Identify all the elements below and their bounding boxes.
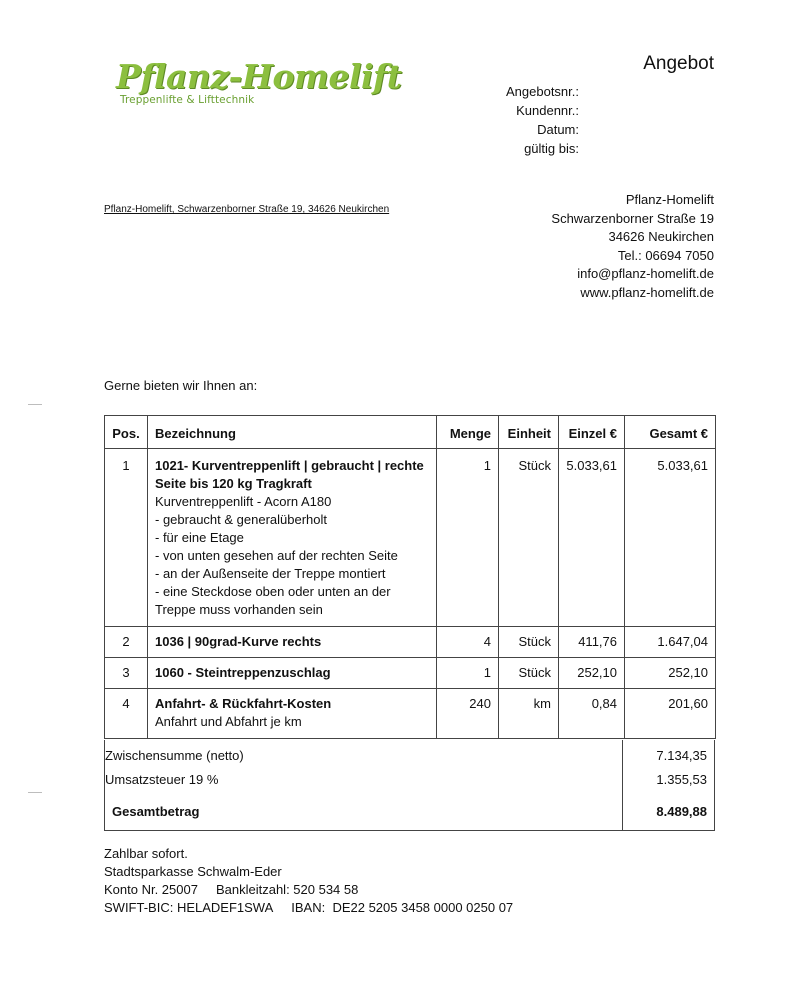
row-total: 5.033,61 [625,449,716,627]
offer-items-table [104,415,716,739]
header-unit: Einheit [499,416,559,449]
bank-swift-line [104,899,513,917]
row-unit: km [499,689,559,739]
tax-label: Umsatzsteuer 19 % [105,772,219,787]
header-unit-price: Einzel € [559,416,625,449]
company-address-block [551,191,714,302]
payment-terms: Zahlbar sofort. [104,846,188,861]
row-description [148,658,437,689]
grand-total-label: Gesamtbetrag [112,804,200,819]
company-phone: Tel.: 06694 7050 [617,247,714,263]
row-quantity: 240 [437,689,499,739]
row-description [148,449,437,627]
row-total: 201,60 [625,689,716,739]
row-title: 1036 | 90grad-Kurve rechts [155,634,322,649]
company-website[interactable]: www.pflanz-homelift.de [580,284,714,300]
company-name: Pflanz-Homelift [625,192,714,207]
offer-number-label: Angebotsnr.: [506,84,579,99]
intro-text: Gerne bieten wir Ihnen an: [104,378,258,393]
row-title: 1060 - Steintreppenzuschlag [155,665,331,680]
bank-code: Bankleitzahl: 520 534 58 [215,882,359,897]
row-title: 1021- Kurventreppenlift | gebraucht | rechte Seite bis 120 kg Tragkraft [155,458,424,491]
row-unit: Stück [499,658,559,689]
company-street: Schwarzenborner Straße 19 [551,210,714,226]
tax-value: 1.355,53 [656,772,707,787]
row-pos: 1 [105,449,148,627]
company-city: 34626 Neukirchen [608,229,714,244]
row-detail: - an der Außenseite der Treppe montiert [155,566,386,581]
date-label: Datum: [537,122,579,137]
row-total: 252,10 [625,658,716,689]
row-detail: - von unten gesehen auf der rechten Seite [155,548,398,563]
row-unit-price: 0,84 [559,689,625,739]
company-logo [116,58,406,110]
account-number: Konto Nr. 25007 [104,882,198,897]
header-pos: Pos. [105,416,148,449]
row-total: 1.647,04 [625,627,716,658]
row-detail: Kurventreppenlift - Acorn A180 [155,494,332,509]
fold-mark-top [28,404,42,405]
offer-meta-labels [460,82,579,158]
row-quantity: 1 [437,658,499,689]
bank-account-line [104,881,513,899]
document-title: Angebot [643,53,714,74]
row-unit-price: 5.033,61 [559,449,625,627]
row-pos: 4 [105,689,148,739]
row-unit: Stück [499,449,559,627]
row-pos: 2 [105,627,148,658]
company-email[interactable]: info@pflanz-homelift.de [577,266,714,281]
table-row [105,658,716,689]
customer-number-label: Kundennr.: [516,103,579,118]
row-detail: - für eine Etage [155,530,244,545]
iban: IBAN: DE22 5205 3458 0000 0250 07 [291,900,514,915]
totals-box [104,740,715,831]
header-total: Gesamt € [625,416,716,449]
row-unit-price: 252,10 [559,658,625,689]
subtotal-row [105,748,714,766]
subtotal-label: Zwischensumme (netto) [105,748,244,763]
table-row [105,449,716,627]
table-header-row [105,416,716,449]
row-quantity: 4 [437,627,499,658]
sender-return-address: Pflanz-Homelift, Schwarzenborner Straße 19, 34626 Neukirchen [104,204,390,215]
row-unit: Stück [499,627,559,658]
header-quantity: Menge [437,416,499,449]
subtotal-value: 7.134,35 [656,748,707,763]
grand-total-value: 8.489,88 [656,804,707,819]
header-description: Bezeichnung [148,416,437,449]
swift-bic: SWIFT-BIC: HELADEF1SWA [104,900,274,915]
table-row [105,689,716,739]
bank-name: Stadtsparkasse Schwalm-Eder [104,864,282,879]
row-unit-price: 411,76 [559,627,625,658]
fold-mark-bottom [28,792,42,793]
row-title: Anfahrt- & Rückfahrt-Kosten [155,696,332,711]
logo-tagline: Treppenlifte & Lifttechnik [120,94,255,106]
row-description [148,689,437,739]
row-quantity: 1 [437,449,499,627]
logo-wordmark: Pflanz-Homelift [116,57,402,96]
row-description [148,627,437,658]
row-pos: 3 [105,658,148,689]
tax-row [105,772,714,790]
row-detail: - eine Steckdose oben oder unten an der Treppe muss vorhanden sein [155,584,391,617]
payment-footer [104,845,513,917]
table-row [105,627,716,658]
row-detail: - gebraucht & generalüberholt [155,512,328,527]
valid-until-label: gültig bis: [524,141,579,156]
grand-total-row [105,804,714,822]
row-detail: Anfahrt und Abfahrt je km [155,714,302,729]
